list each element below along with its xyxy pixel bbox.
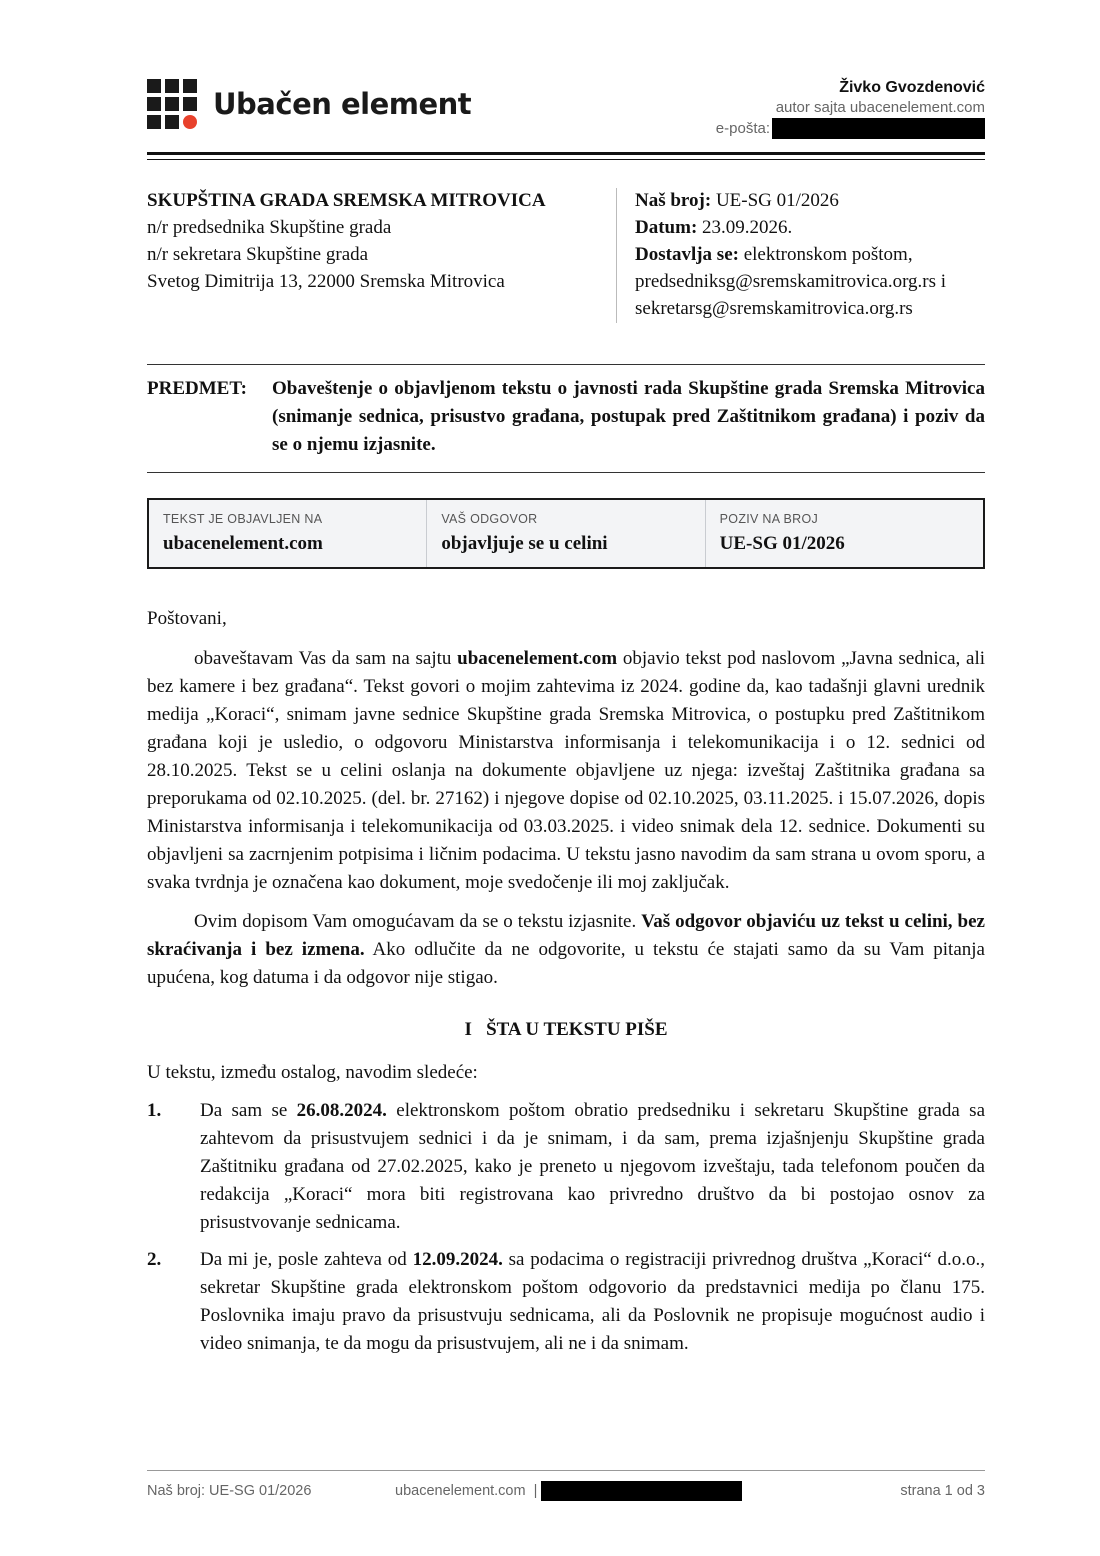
recipient-org: SKUPŠTINA GRADA SREMSKA MITROVICA	[147, 190, 546, 211]
author-role: autor sajta ubacenelement.com	[775, 99, 985, 116]
section-title: I ŠTA U TEKSTU PIŠE	[464, 1019, 668, 1040]
logo-text: Ubačen element	[213, 87, 472, 121]
recipient-line: Svetog Dimitrija 13, 22000 Sremska Mitrovica	[147, 271, 505, 292]
footer-reference: Naš broj: UE-SG 01/2026	[147, 1483, 312, 1499]
letter-body	[147, 605, 985, 1367]
info-cell-published	[149, 500, 426, 567]
delivery-email-2: sekretarsg@sremskamitrovica.org.rs	[635, 298, 913, 319]
site-logo[interactable]	[147, 78, 471, 130]
subject-label: PREDMET:	[147, 378, 247, 399]
delivery-email-1: predsedniksg@sremskamitrovica.org.rs i	[635, 271, 947, 292]
greeting: Poštovani,	[147, 608, 227, 629]
subject-rule-top	[147, 364, 985, 365]
email-label: e-pošta:	[715, 119, 770, 137]
info-label: TEKST JE OBJAVLJEN NA	[163, 512, 323, 526]
info-value: ubacenelement.com	[163, 533, 323, 554]
paragraph-intro: obaveštavam Vas da sam na sajtu ubacenelement.com objavio tekst pod naslovom „Javna sednica, ali bez kamere i bez građana“. Tekst govori o mojim zahtevima iz 2024. godine da, kao tadašnji glavni urednik medija „Koraci“, snimam javne sednice Skupštine grada Sremska Mitrovica, o postupku pred Zaštitnikom građana koji je usledio, o odgovoru Ministarstva informisanja i telekomunikacija i o 12. sednici od 28.10.2025. Tekst se u celini oslanja na dokumente objavljene uz njega: izveštaj Zaštitnika građana sa preporukama od 02.10.2025. (del. br. 27162) i njegove dopise od 02.10.2025, 03.11.2025. i 15.07.2026, dopis Ministarstva informisanja i telekomunikacija od 03.03.2025. i video snimak dela 12. sednice. Dokumenti su objavljeni sa zacrnjenim potpisima i ličnim podacima. U tekstu jasno navodim da sam strana u ovom sporu, a svaka tvrdnja je označena kao dokument, moje svedočenje ili moj zaključak.	[147, 648, 986, 893]
info-value: objavljuje se u celini	[441, 533, 608, 554]
info-label: POZIV NA BROJ	[719, 512, 819, 526]
info-cell-response	[426, 500, 704, 567]
redacted-footer-contact	[541, 1481, 742, 1501]
recipient-line: n/r sekretara Skupštine grada	[147, 244, 369, 265]
letter-page	[147, 0, 985, 1556]
footer-rule	[147, 1470, 985, 1471]
reference-block	[635, 187, 985, 322]
author-block	[716, 78, 985, 139]
info-label: VAŠ ODGOVOR	[441, 512, 538, 526]
list-item: 1. Da sam se 26.08.2024. elektronskom poštom obratio predsedniku i sekretaru Skupštine grada sa zahtevom da prisustvujem sednici i da je snimam, i da sam, prema izjašnjenju Skupštine grada Zaštitniku građana od 27.02.2025, kako je preneto u njegovom izveštaju, tada telefonom poučen da redakcija „Koraci“ mora biti registrovana kao privredno društvo da bi postojao osnov za prisustvovanje sednicama.	[147, 1100, 986, 1233]
info-cell-reference	[705, 500, 983, 567]
letter-date: Datum: 23.09.2026.	[635, 217, 793, 238]
header-rule-thin	[147, 159, 985, 160]
footer-site: ubacenelement.com |	[395, 1480, 742, 1502]
author-name: Živko Gvozdenović	[839, 79, 985, 96]
recipient-line: n/r predsednika Skupštine grada	[147, 217, 392, 238]
list-item: 2. Da mi je, posle zahteva od 12.09.2024. sa podacima o registraciji privrednog društva „Koraci“ d.o.o., sekretar Skupštine grada elektronskom poštom odgovorio da predstavnici medija po članu 175. Poslovnika imaju pravo da prisustvuju sednicama, ali da Poslovnik ne propisuje mogućnost audio i video snimanja, te da mogu da prisustvujem, ali ne i da snimam.	[147, 1249, 985, 1354]
reference-number: Naš broj: UE-SG 01/2026	[635, 190, 839, 211]
info-value: UE-SG 01/2026	[719, 533, 845, 554]
page-footer	[147, 1480, 985, 1504]
recipient-block	[147, 187, 607, 295]
address-divider	[616, 188, 617, 323]
header-rule-thick	[147, 152, 985, 155]
info-box	[147, 498, 985, 569]
redacted-email	[772, 118, 985, 139]
author-email	[716, 118, 985, 139]
delivery-method: Dostavlja se: elektronskom poštom,	[635, 244, 913, 265]
subject-text: Obaveštenje o objavljenom tekstu o javnosti rada Skupštine grada Sremska Mitrovica (snimanje sednica, prisustvo građana, postupak pred Zaštitnikom građana) i poziv da se o njemu izjasnite.	[272, 378, 985, 455]
claims-list	[147, 1097, 985, 1358]
section-lead: U tekstu, između ostalog, navodim sledeće:	[147, 1062, 478, 1083]
logo-grid-icon	[147, 79, 197, 129]
subject-rule-bottom	[147, 472, 985, 473]
page-number: strana 1 od 3	[900, 1483, 985, 1499]
paragraph-invitation: Ovim dopisom Vam omogućavam da se o tekstu izjasnite. Vaš odgovor objaviću uz tekst u celini, bez skraćivanja i bez izmena. Ako odlučite da ne odgovorite, u tekstu će stajati samo da su Vam pitanja upućena, kog datuma i da odgovor nije stigao.	[147, 911, 985, 988]
